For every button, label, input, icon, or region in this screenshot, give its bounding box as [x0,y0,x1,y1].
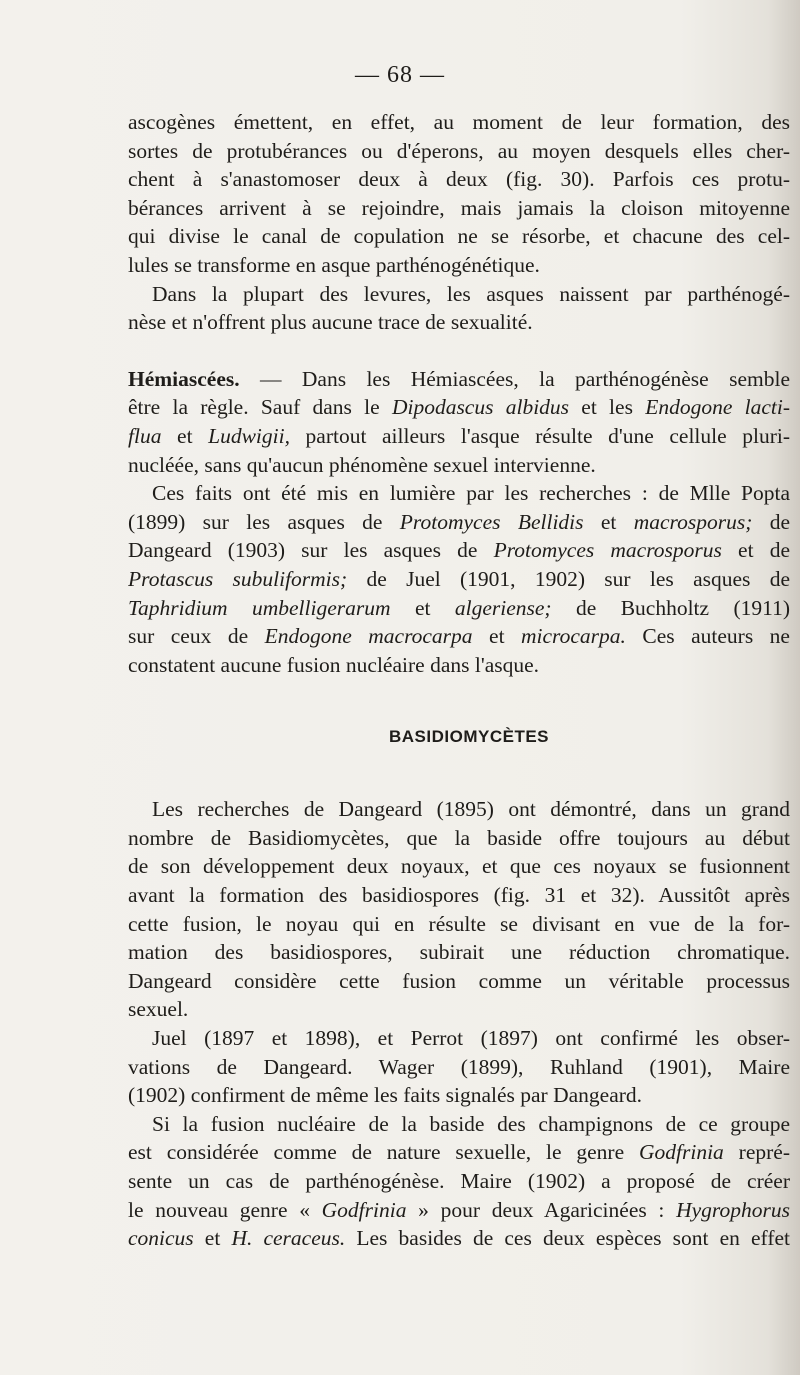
body-text [128,108,790,1253]
text-line: Dangeard considère cette fusion comme un véritable processus [128,968,790,993]
text-line: vations de Dangeard. Wager (1899), Ruhland (1901), Maire [128,1054,790,1079]
text-line: mation des basidiospores, subirait une réduction chromatique. [128,940,790,965]
text-line: qui divise le canal de copulation ne se résorbe, et chacune des cel- [128,224,790,249]
text-line: ascogènes émettent, en effet, au moment de leur formation, des [128,110,790,134]
text-line: conicus et H. ceraceus. Les basides de ces deux espèces sont en effet [128,1226,790,1251]
text-line: sortes de protubérances ou d'éperons, au moyen desquels elles cher- [128,138,790,163]
text-line: est considérée comme de nature sexuelle, le genre Godfrinia repré- [128,1140,790,1165]
text-line: sur ceux de Endogone macrocarpa et microcarpa. Ces auteurs ne [128,624,790,649]
text-line: Juel (1897 et 1898), et Perrot (1897) ont confirmé les obser- [152,1026,790,1051]
text-line: sente un cas de parthénogénèse. Maire (1902) a proposé de créer [128,1169,790,1193]
text-line: nombre de Basidiomycètes, que la baside offre toujours au début [128,825,790,850]
text-line: Ces faits ont été mis en lumière par les recherches : de Mlle Popta [152,481,790,506]
text-line: (1902) confirment de même les faits signalés par Dangeard. [128,1083,643,1108]
text-line: être la règle. Sauf dans le Dipodascus albidus et les Endogone lacti- [128,395,790,420]
text-line: chent à s'anastomoser deux à deux (fig. 30). Parfois ces protu- [128,167,790,192]
text-line: Taphridium umbelligerarum et algeriense; de Buchholtz (1911) [128,595,790,620]
page-number: — 68 — [355,62,445,88]
text-line: le nouveau genre « Godfrinia » pour deux Agaricinées : Hygrophorus [128,1197,790,1222]
text-line: Protascus subuliformis; de Juel (1901, 1902) sur les asques de [128,566,790,591]
text-line: Dangeard (1903) sur les asques de Protomyces macrosporus et de [128,538,790,563]
text-line: Dans la plupart des levures, les asques naissent par parthénogé- [152,281,790,306]
text-line: Les recherches de Dangeard (1895) ont démontré, dans un grand [152,797,790,822]
section-gap [128,679,790,723]
section-run-in-heading: Hémiascées. [128,366,240,391]
text-line: (1899) sur les asques de Protomyces Bellidis et macrosporus; de [128,509,790,534]
text-line: constatent aucune fusion nucléaire dans l'asque. [128,652,540,677]
paragraph-gap [128,337,790,365]
text-line: lules se transforme en asque parthénogénétique. [128,252,540,277]
section-title: BASIDIOMYCÈTES [388,727,550,747]
text-line: avant la formation des basidiospores (fig. 31 et 32). Aussitôt après [128,883,790,908]
text-line: Hémiascées. — Dans les Hémiascées, la parthénogénèse semble [128,366,790,391]
text-line: bérances arrivent à se rejoindre, mais jamais la cloison mitoyenne [128,195,790,220]
text-line: sexuel. [128,997,189,1022]
text-line: nèse et n'offrent plus aucune trace de sexualité. [128,310,533,335]
section-gap [128,751,790,795]
text-line: cette fusion, le noyau qui en résulte se divisant en vue de la for- [128,911,790,936]
text-line: nucléée, sans qu'aucun phénomène sexuel intervienne. [128,452,596,477]
text-line: flua et Ludwigii, partout ailleurs l'asque résulte d'une cellule pluri- [128,423,790,448]
text-line: Si la fusion nucléaire de la baside des champignons de ce groupe [152,1111,790,1136]
text-line: de son développement deux noyaux, et que ces noyaux se fusionnent [128,854,790,879]
